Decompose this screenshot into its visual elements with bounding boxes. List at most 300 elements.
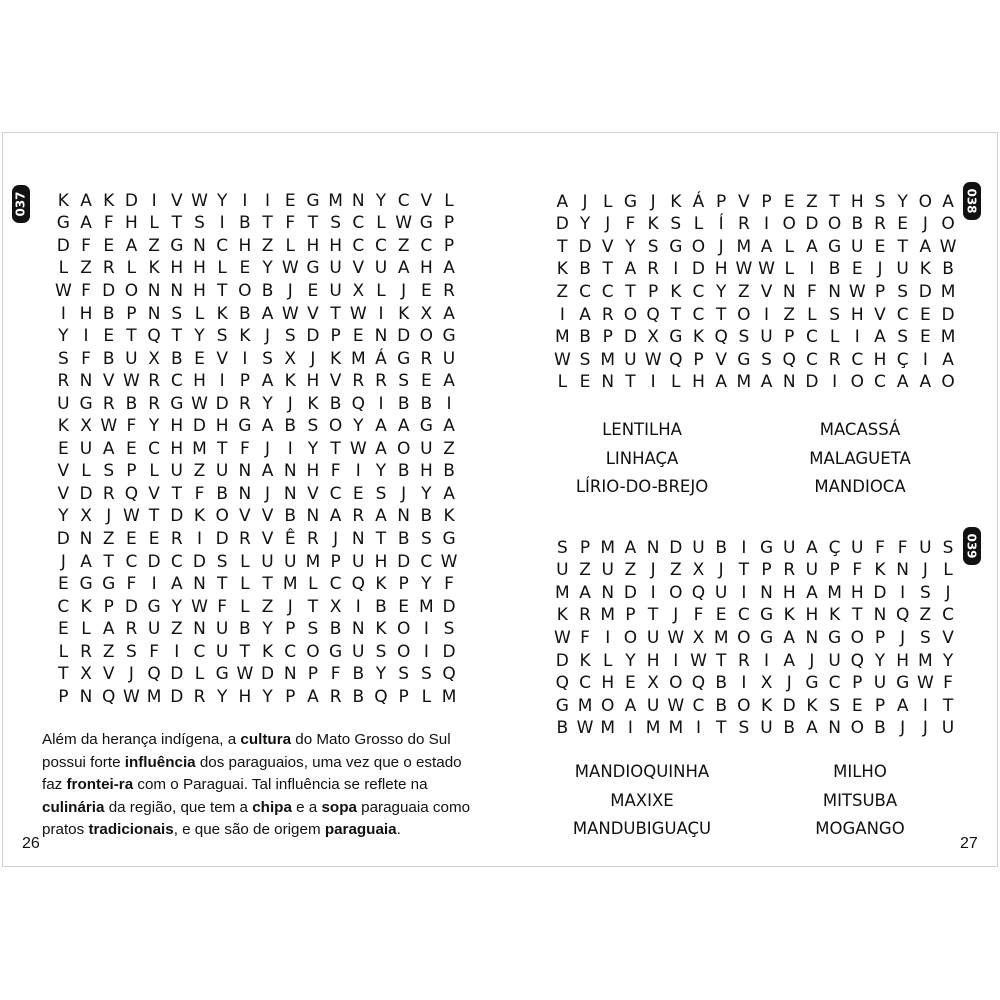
grid-letter: J [922,718,928,739]
grid-letter: S [216,551,228,572]
grid-letter: I [242,348,248,369]
text-run: com o Paraguai. Tal influência se reflete na [133,776,428,794]
grid-letter: R [352,506,365,527]
grid-letter: N [873,605,887,626]
grid-letter: H [238,235,252,256]
grid-letter: U [805,560,819,581]
grid-letter: B [352,686,365,707]
grid-letter: G [896,673,910,694]
grid-letter: N [374,326,388,347]
grid-letter: Z [669,560,682,581]
grid-letter: N [351,190,365,211]
grid-letter: E [148,528,160,549]
word-item: MACASSÁ [819,420,901,439]
grid-letter: Z [783,304,796,325]
grid-letter: O [124,280,139,301]
grid-letter: U [851,537,864,558]
grid-letter: R [783,560,796,581]
grid-letter: U [420,438,433,459]
grid-letter: U [851,236,864,257]
grid-letter: D [215,393,229,414]
grid-letter: F [330,461,341,482]
grid-letter: K [670,281,682,302]
grid-letter: Q [351,574,365,595]
grid-letter: D [805,214,819,235]
grid-letter: I [627,718,633,739]
grid-row [551,560,959,583]
grid-letter: C [805,349,818,370]
grid-letter: Q [374,686,388,707]
grid-letter: J [900,627,906,648]
grid-letter: W [281,258,299,279]
grid-letter: C [942,605,954,626]
grid-letter: C [692,695,705,716]
grid-letter: M [600,605,616,626]
grid-letter: D [147,551,161,572]
grid-letter: N [397,506,411,527]
grid-letter: U [442,348,456,369]
grid-letter: Q [646,304,660,325]
grid-letter: J [401,483,407,504]
grid-letter: R [601,304,614,325]
grid-letter: M [827,582,842,603]
grid-letter: M [736,236,752,257]
grid-letter: I [196,528,202,549]
grid-row [52,573,460,596]
grid-letter: K [193,506,206,527]
grid-letter: O [918,191,933,212]
grid-letter: L [194,303,205,324]
grid-letter: L [58,641,69,662]
grid-letter: H [238,686,252,707]
grid-letter: Y [262,619,273,640]
grid-letter: Y [375,190,387,211]
grid-letter: R [375,371,387,392]
grid-letter: T [307,596,319,617]
grid-letter: C [397,190,410,211]
grid-letter: J [310,348,316,369]
grid-letter: L [308,574,318,595]
text-run: . [396,821,401,839]
grid-letter: D [805,372,819,393]
grid-letter: L [81,619,91,640]
grid-letter: L [149,461,159,482]
grid-letter: Y [148,416,160,437]
grid-letter: C [579,673,591,694]
grid-letter: T [126,326,137,347]
grid-letter: J [287,596,293,617]
grid-letter: Z [261,596,274,617]
grid-letter: T [216,574,228,595]
grid-letter: R [102,393,115,414]
grid-letter: U [170,461,183,482]
grid-letter: T [171,213,182,234]
grid-letter: S [420,528,432,549]
grid-letter: D [79,483,93,504]
grid-letter: G [555,695,569,716]
grid-letter: R [352,371,365,392]
grid-letter: U [873,673,887,694]
grid-letter: I [355,596,361,617]
grid-letter: F [126,416,137,437]
grid-letter: A [783,650,796,671]
grid-letter: I [741,537,747,558]
grid-letter: Z [148,235,160,256]
grid-letter: Y [58,506,69,527]
grid-letter: M [419,596,434,617]
grid-letter: H [193,371,206,392]
grid-letter: Z [443,438,455,459]
page-number-right: 27 [960,835,978,852]
grid-letter: G [79,574,93,595]
grid-letter: W [191,596,208,617]
grid-letter: R [80,641,92,662]
grid-letter: A [919,372,932,393]
grid-letter: F [852,560,863,581]
grid-letter: A [375,438,387,459]
grid-letter: X [329,596,342,617]
grid-letter: T [602,259,613,280]
grid-letter: A [80,213,92,234]
grid-letter: G [170,235,184,256]
grid-letter: B [579,327,591,348]
grid-letter: A [307,686,319,707]
grid-letter: P [285,686,296,707]
grid-letter: C [601,281,614,302]
grid-letter: B [352,664,365,685]
grid-letter: L [444,190,454,211]
grid-letter: R [329,686,342,707]
grid-letter: I [378,393,384,414]
grid-letter: M [350,348,366,369]
grid-letter: Y [58,326,69,347]
grid-letter: U [624,349,637,370]
grid-letter: D [397,551,411,572]
grid-letter: A [806,236,818,257]
grid-letter: H [896,650,910,671]
grid-letter: G [306,258,320,279]
grid-letter: B [783,718,796,739]
grid-letter: W [758,259,775,280]
grid-letter: N [147,280,161,301]
grid-letter: D [397,326,411,347]
grid-letter: T [171,326,182,347]
grid-letter: D [578,236,592,257]
grid-letter: V [307,483,319,504]
grid-letter: Q [669,349,683,370]
grid-letter: J [718,560,724,581]
grid-letter: W [553,627,571,648]
grid-row [551,214,959,237]
grid-letter: U [261,551,274,572]
grid-letter: I [423,641,429,662]
grid-letter: N [283,483,297,504]
grid-letter: T [330,303,341,324]
grid-letter: H [374,551,388,572]
grid-letter: Q [102,686,116,707]
grid-letter: A [375,506,387,527]
grid-letter: M [736,372,752,393]
grid-letter: E [307,280,319,301]
grid-letter: Z [919,605,932,626]
grid-letter: O [328,416,343,437]
grid-letter: E [126,438,137,459]
grid-letter: T [625,372,636,393]
grid-letter: B [102,303,115,324]
grid-letter: B [579,259,591,280]
grid-letter: C [692,304,705,325]
grid-letter: N [805,627,819,648]
grid-letter: V [261,528,274,549]
grid-letter: R [148,371,160,392]
grid-letter: J [287,280,293,301]
grid-letter: U [79,438,93,459]
grid-letter: A [874,327,886,348]
grid-letter: O [215,506,229,527]
grid-letter: D [623,582,637,603]
grid-letter: B [942,259,954,280]
grid-letter: A [443,416,455,437]
grid-letter: S [738,718,750,739]
grid-row [52,258,460,281]
grid-letter: D [170,686,184,707]
grid-letter: B [239,619,251,640]
grid-letter: N [760,582,773,603]
grid-letter: G [215,664,229,685]
word-item: MITSUBA [822,790,898,810]
grid-letter: S [897,281,909,302]
grid-letter: Y [625,650,636,671]
grid-letter: F [149,641,159,662]
grid-letter: Z [397,235,410,256]
grid-letter: P [330,326,341,347]
page-number-left: 26 [22,835,40,852]
grid-letter: R [647,259,659,280]
grid-letter: V [148,483,160,504]
grid-letter: A [261,461,274,482]
grid-letter: N [601,582,615,603]
grid-row [52,303,460,326]
grid-letter: Y [421,574,432,595]
grid-letter: W [191,393,208,414]
grid-letter: S [194,213,205,234]
grid-row [551,371,959,394]
grid-letter: K [760,695,773,716]
grid-letter: I [922,695,928,716]
grid-letter: S [375,483,387,504]
grid-letter: G [669,327,683,348]
word-item: LINHAÇA [605,448,679,468]
grid-letter: C [896,304,909,325]
grid-letter: K [57,190,69,211]
grid-letter: J [673,605,679,626]
grid-letter: T [557,236,568,257]
grid-letter: D [124,596,138,617]
grid-letter: E [783,191,795,212]
grid-letter: F [285,213,296,234]
grid-letter: F [444,574,454,595]
grid-row [551,304,959,327]
grid-letter: G [442,528,456,549]
grid-letter: B [329,393,342,414]
grid-letter: S [171,303,183,324]
grid-letter: E [57,619,69,640]
grid-letter: U [352,551,365,572]
grid-letter: L [943,560,953,581]
grid-row [551,326,959,349]
grid-letter: C [352,213,365,234]
grid-letter: P [398,574,409,595]
grid-letter: T [715,718,727,739]
grid-letter: I [287,438,293,459]
grid-letter: X [80,664,92,685]
grid-letter: H [714,259,728,280]
grid-letter: X [760,673,773,694]
grid-letter: I [378,303,384,324]
grid-letter: F [897,537,908,558]
grid-letter: I [650,582,656,603]
grid-row [551,349,959,372]
grid-letter: T [670,304,681,325]
grid-letter: Y [421,483,432,504]
bold-keyword: frontei-ra [66,776,134,794]
grid-letter: O [238,280,252,301]
grid-letter: M [645,718,661,739]
grid-letter: F [194,483,205,504]
grid-letter: B [329,619,342,640]
grid-letter: M [328,190,343,211]
grid-letter: T [58,664,69,685]
grid-letter: X [284,348,297,369]
grid-letter: W [667,627,685,648]
puzzle-number: 037 [14,191,28,217]
grid-letter: A [760,372,773,393]
grid-letter: E [851,695,863,716]
grid-letter: A [715,372,727,393]
word-search-grid-038 [551,191,959,394]
grid-letter: W [123,686,140,707]
grid-letter: Y [171,596,182,617]
grid-letter: K [874,560,886,581]
grid-letter: U [57,393,70,414]
grid-letter: U [646,695,660,716]
grid-letter: G [419,213,433,234]
grid-letter: W [553,349,571,370]
grid-letter: D [56,528,70,549]
grid-letter: B [874,718,886,739]
grid-letter: Y [942,650,954,671]
grid-letter: G [623,191,637,212]
grid-letter: G [828,627,842,648]
grid-letter: G [56,213,70,234]
grid-letter: C [851,349,864,370]
grid-letter: B [397,528,410,549]
grid-letter: V [57,461,70,482]
grid-letter: C [420,551,433,572]
grid-letter: P [625,605,636,626]
grid-letter: Y [216,686,228,707]
grid-letter: F [330,664,341,685]
grid-letter: K [216,303,228,324]
grid-letter: E [239,258,251,279]
grid-letter: H [646,650,660,671]
grid-letter: A [261,303,274,324]
grid-letter: O [782,214,796,235]
grid-letter: G [759,627,774,648]
grid-letter: G [102,574,116,595]
grid-letter: M [305,551,321,572]
grid-letter: B [102,348,115,369]
grid-letter: L [602,650,613,671]
grid-letter: C [828,673,841,694]
grid-letter: N [147,303,161,324]
grid-letter: T [216,438,228,459]
grid-letter: Y [897,191,908,212]
grid-letter: H [193,258,206,279]
grid-letter: L [807,304,817,325]
grid-letter: S [262,348,273,369]
grid-letter: T [897,236,908,257]
grid-letter: Y [216,190,228,211]
grid-letter: N [601,372,615,393]
grid-letter: I [695,718,701,739]
grid-letter: U [215,461,229,482]
grid-letter: J [786,673,792,694]
grid-letter: C [125,551,138,572]
grid-letter: C [284,641,297,662]
grid-letter: L [240,596,250,617]
grid-letter: H [170,438,184,459]
grid-letter: D [215,528,229,549]
grid-letter: I [764,304,770,325]
grid-letter: O [669,673,683,694]
grid-letter: C [352,235,365,256]
grid-letter: A [443,371,455,392]
grid-letter: H [193,280,206,301]
word-list-039-right [765,758,955,844]
grid-letter: P [874,627,886,648]
grid-letter: R [420,348,433,369]
grid-letter: N [193,574,206,595]
grid-letter: D [691,259,706,280]
grid-letter: U [374,258,388,279]
grid-letter: E [625,673,636,694]
grid-letter: R [443,280,455,301]
grid-letter: T [738,560,750,581]
grid-letter: O [396,641,411,662]
grid-letter: Y [194,326,205,347]
grid-letter: K [647,214,659,235]
grid-letter: L [126,258,137,279]
grid-letter: D [623,327,637,348]
grid-letter: C [329,574,342,595]
grid-letter: F [693,605,704,626]
text-run: da região, que tem a [104,798,253,816]
grid-letter: I [242,190,248,211]
grid-letter: N [193,619,206,640]
grid-letter: K [783,605,795,626]
grid-letter: S [443,619,455,640]
grid-letter: L [784,259,794,280]
grid-row [52,235,460,258]
grid-letter: U [283,551,297,572]
grid-letter: J [922,560,928,581]
grid-letter: L [81,461,91,482]
grid-letter: U [215,619,229,640]
grid-letter: L [285,235,295,256]
grid-letter: Z [80,258,92,279]
grid-letter: D [102,280,116,301]
